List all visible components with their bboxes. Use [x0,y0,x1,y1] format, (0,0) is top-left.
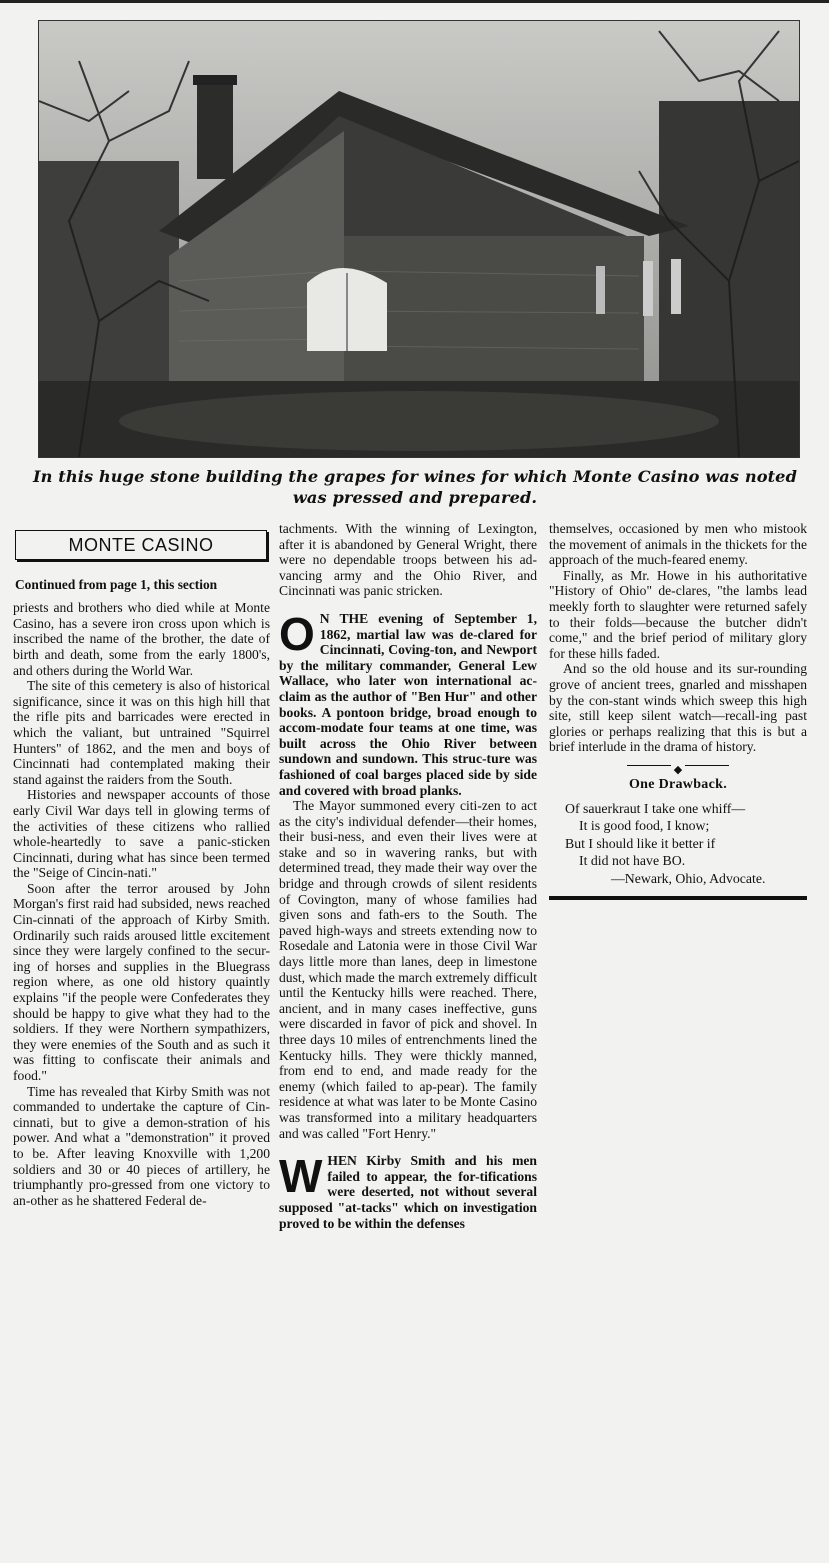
diamond-ornament-icon: ◆ [671,764,685,776]
paragraph: themselves, occasioned by men who mistook the movement of animals in the thickets for the approach of the much-feared enemy. [549,521,807,568]
paragraph-text: N THE evening of September 1, 1862, martial law was de-clared for Cincinnati, Coving-ton, and Newport by the military commander, General Lew Wallace, who later won international ac-claim as the author of "Ben Hur" and other books. A pontoon bridge, broad enough to accom-modate four teams at one time, was built across the Ohio River between sundown and sundown. This struc-ture was fashioned of coal barges placed side by side and covered with broad planks. [279,610,537,798]
poem-line: Of sauerkraut I take one whiff— [565,800,746,816]
paragraph: And so the old house and its sur-rounding grove of ancient trees, gnarled and misshapen by the con-stant winds which sweep this high site, still keep silent watch—recall-ing past glories or perhaps realizing that this is but a brief interlude in the drama of history. [549,661,807,755]
paragraph [279,1150,537,1231]
top-rule [0,0,829,3]
ornament-divider [549,761,807,776]
poem-line: It is good food, I know; [579,818,710,834]
caption-line-2: was pressed and prepared. [292,488,538,507]
paragraph: Soon after the terror aroused by John Morgan's first raid had subsided, news reached Cin-cinnati of the approach of Kirby Smith. Ordinarily such raids aroused little excitement since they were largely confined to the secur-ing of horses and supplies in the Bluegrass region where, as one old history quaintly explains "if the people were Confederates they should be happy to give what they had to the soldiers. If they were Northern sympathizers, they were enemies of the South and as such it was fitting to confiscate their animals and food." [13,880,270,1083]
headline: MONTE CASINO [68,535,214,555]
headline-box [15,530,267,560]
article-column-3 [549,521,807,900]
article-column-2 [279,521,537,1231]
poem-line: It did not have BO. [579,853,686,869]
caption-line-1: In this huge stone building the grapes for wines for which Monte Casino was noted [33,467,797,486]
stone-building-photo [38,20,800,458]
paragraph: Time has revealed that Kirby Smith was not commanded to undertake the capture of Cin-cinnati, but to give a demon-stration of his power. And what a "demonstration" it proved to be. After leaving Knoxville with 1,200 soldiers and 30 or 40 pieces of artillery, he triumphantly pro-gressed from one victory to an-other as he shattered Federal de- [13,1083,270,1208]
paragraph: The site of this cemetery is also of historical significance, since it was on this high hill that the rifle pits and barricades were erected in which the valiant, but untrained "Squirrel Hunters" of 1862, and the men and boys of Cincinnati had contemplated making their stand against the raiders from the South. [13,678,270,787]
paragraph-text: HEN Kirby Smith and his men failed to appear, the for-tifications were deserted, not without several supposed "at-tacks" which on investigation proved to be within the defenses [279,1153,537,1231]
bottom-rule [549,896,807,900]
photo-illustration [39,21,799,457]
paragraph: tachments. With the winning of Lexington, after it is abandoned by General Wright, there were no dependable troops between his ad-vancing army and the Ohio River, and Cincinnati was panic stricken. [279,521,537,599]
photo-caption [20,466,810,508]
drop-cap: W [279,1150,323,1203]
paragraph: Histories and newspaper accounts of those early Civil War days tell in glowing terms of the activities of these citizens who rallied whole-heartedly to save a panic-sticken Cincinnati, during what has since been termed the "Seige of Cincin-nati." [13,787,270,881]
poem-title: One Drawback. [628,776,727,792]
article-column-1 [13,530,270,1208]
paragraph: priests and brothers who died while at Monte Casino, has a severe iron cross upon which is inscribed the name of the brother, the date of birth and death, some from the early 1800's, and others during the World War. [13,600,270,678]
paragraph: Finally, as Mr. Howe in his authoritative "History of Ohio" de-clares, "the lambs lead meekly forth to slaughter were returned safely to their folds—because the butcher didn't come," and the brief period of military glory for these hills faded. [549,567,807,661]
paragraph: The Mayor summoned every citi-zen to act as the city's individual defender—their homes, their busi-ness, and even their lives were at stake and so in wavering ranks, but with determined tread, they made their way over the bridge and through crowds of silent residents of Covington, many of whose families had given sons and fath-ers to the South. The paved high-ways and streets extending now to Rosedale and Latonia were in those Civil War days little more than lanes, deep in limestone dust, which made the march extremely difficult until the Kentucky hills were reached. There, ancient, and in many cases ineffective, guns were discarded in favor of pick and shovel. In three days 10 miles of entrenchments lined the Kentucky hills. They were thickly manned, from end to end, and made ready for the enemy (which failed to ap-pear). The family residence at what was later to be Monte Casino was transformed into a military headquarters and was called "Fort Henry." [279,798,537,1141]
poem [549,800,807,888]
poem-attribution: —Newark, Ohio, Advocate. [611,870,766,886]
continued-note: Continued from page 1, this section [15,576,218,592]
paragraph [279,607,537,798]
drop-cap: O [279,607,315,660]
poem-line: But I should like it better if [565,835,716,851]
